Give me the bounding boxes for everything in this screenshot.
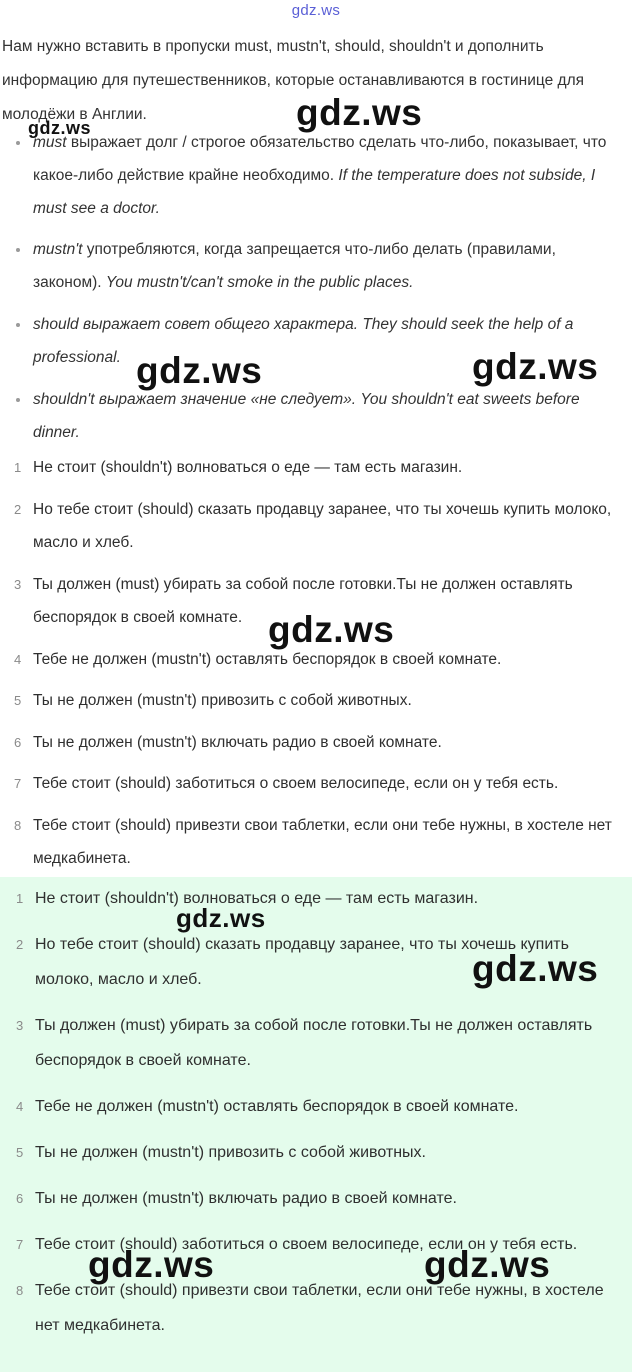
item-number: 1 <box>16 891 24 906</box>
item-number: 3 <box>14 576 22 592</box>
list-item <box>14 684 626 718</box>
item-text: Ты должен (must) убирать за собой после готовки.Ты не должен оставлять беспорядок в своей комнате. <box>35 1017 593 1069</box>
item-number: 6 <box>14 734 22 750</box>
answer-item <box>16 881 614 916</box>
item-text: Ты не должен (mustn't) включать радио в своей комнате. <box>35 1190 457 1207</box>
item-number: 6 <box>16 1191 24 1206</box>
rule-text: употребляются, когда запрещается что-либо делать (правилами, законом). <box>33 241 556 291</box>
watermark: gdz.ws <box>28 118 92 138</box>
watermark: gdz.ws <box>472 948 599 989</box>
item-text: Но тебе стоит (should) сказать продавцу заранее, что ты хочешь купить молоко, масло и хлеб. <box>33 500 612 551</box>
watermark: gdz.ws <box>472 346 599 387</box>
list-item <box>14 767 626 801</box>
rule-term: mustn't <box>33 241 83 258</box>
watermark: gdz.ws <box>88 1244 215 1285</box>
top-watermark: gdz.ws <box>291 2 341 19</box>
rule-term: shouldn't выражает значение «не следует». You shouldn't eat sweets before dinner. <box>33 391 580 441</box>
item-number: 4 <box>14 651 22 667</box>
item-number: 3 <box>16 1018 24 1033</box>
item-text: Тебе стоит (should) заботиться о своем велосипеде, если он у тебя есть. <box>33 775 559 792</box>
item-number: 7 <box>16 1237 24 1252</box>
list-item <box>14 451 626 485</box>
answer-item <box>16 1089 614 1124</box>
watermark: gdz.ws <box>424 1244 551 1285</box>
list-item <box>14 809 626 876</box>
rule-shouldnt <box>16 383 626 449</box>
item-number: 2 <box>14 501 22 517</box>
item-text: Не стоит (shouldn't) волноваться о еде — там есть магазин. <box>35 890 479 907</box>
sentences-list <box>14 451 626 884</box>
item-number: 7 <box>14 776 22 791</box>
rule-term: should выражает совет общего характера. They should seek the help of a professional. <box>33 316 574 366</box>
watermark: gdz.ws <box>136 350 263 391</box>
item-text: Тебе стоит (should) заботиться о своем велосипеде, если он у тебя есть. <box>35 1236 578 1253</box>
item-text: Но тебе стоит (should) сказать продавцу заранее, что ты хочешь купить молоко, масло и хлеб. <box>35 936 569 988</box>
rule-example: If the temperature does not subside, I must see a doctor. <box>33 167 596 217</box>
list-item <box>14 493 626 560</box>
item-number: 1 <box>14 460 22 475</box>
item-text: Не стоит (shouldn't) волноваться о еде — там есть магазин. <box>33 459 463 476</box>
rule-term: must <box>33 134 67 151</box>
item-text: Тебе стоит (should) привезти свои таблетки, если они тебе нужны, в хостеле нет медкабинета. <box>33 816 612 867</box>
list-item <box>14 726 626 760</box>
watermark: gdz.ws <box>268 609 395 650</box>
rules-list <box>16 126 626 457</box>
rule-text: выражает долг / строгое обязательство сделать что-либо, показывает, что какое-либо действие крайне необходимо. <box>33 134 607 184</box>
answer-item <box>16 1008 614 1078</box>
item-text: Ты не должен (mustn't) привозить с собой животных. <box>35 1144 426 1161</box>
item-number: 5 <box>14 693 22 708</box>
answer-item <box>16 1135 614 1170</box>
item-text: Ты должен (must) убирать за собой после готовки.Ты не должен оставлять беспорядок в своей комнате. <box>33 575 573 626</box>
rule-must <box>16 126 626 225</box>
item-text: Тебе стоит (should) привезти свои таблетки, если они тебе нужны, в хостеле нет медкабинета. <box>35 1282 604 1334</box>
item-number: 2 <box>16 937 24 952</box>
item-number: 5 <box>16 1145 24 1160</box>
rule-example: You mustn't/can't smoke in the public places. <box>105 274 414 291</box>
answer-item <box>16 1181 614 1216</box>
watermark: gdz.ws <box>176 903 266 933</box>
item-number: 4 <box>16 1099 24 1114</box>
item-text: Ты не должен (mustn't) привозить с собой животных. <box>33 692 412 709</box>
item-text: Тебе не должен (mustn't) оставлять беспорядок в своей комнате. <box>33 650 502 668</box>
item-number: 8 <box>16 1283 24 1298</box>
item-text: Тебе не должен (mustn't) оставлять беспорядок в своей комнате. <box>35 1098 519 1115</box>
item-text: Ты не должен (mustn't) включать радио в своей комнате. <box>33 733 442 751</box>
intro-paragraph: Нам нужно вставить в пропуски must, mustn't, should, shouldn't и дополнить информацию для путешественников, которые останавливаются в гостинице для молодёжи в Англии. <box>2 38 585 123</box>
item-number: 8 <box>14 817 22 833</box>
rule-mustnt <box>16 233 626 299</box>
watermark: gdz.ws <box>296 92 423 133</box>
